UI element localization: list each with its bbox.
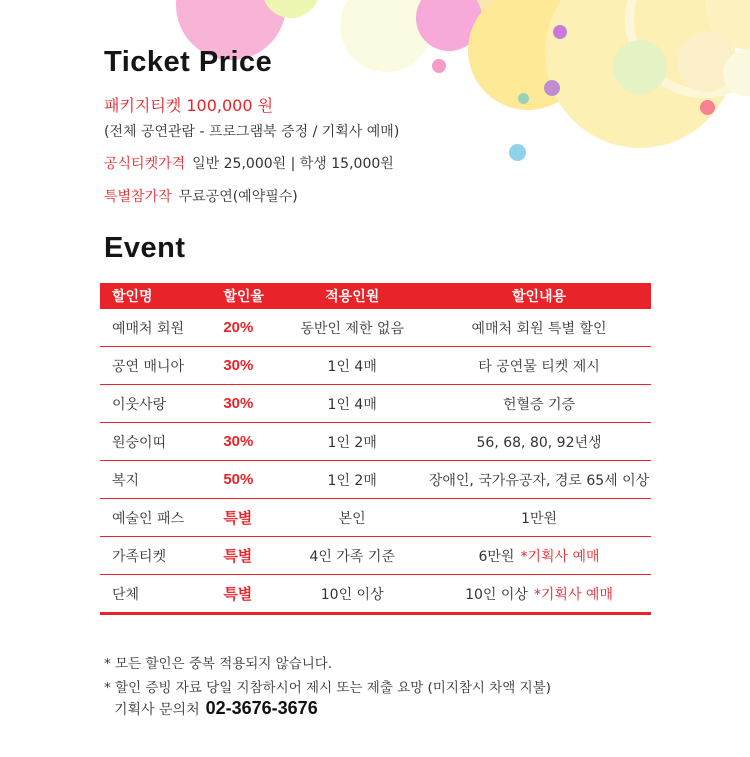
special-entry-label: 특별참가작	[104, 189, 172, 205]
decorative-bubble	[700, 100, 715, 115]
table-row	[100, 461, 651, 499]
column-header-rate: 할인율	[223, 289, 264, 305]
discount-name: 예술인 패스	[100, 499, 217, 537]
discount-rate: 30%	[217, 347, 277, 385]
decorative-bubble	[544, 80, 560, 96]
table-row	[100, 385, 651, 423]
official-ticket-value: 일반 25,000원 | 학생 15,000원	[192, 156, 394, 172]
discount-rate: 20%	[217, 309, 277, 347]
footnote: * 모든 할인은 중복 적용되지 않습니다.	[104, 656, 333, 672]
discount-rate: 50%	[217, 461, 277, 499]
decorative-bubble	[613, 40, 667, 94]
discount-target: 1인 2매	[277, 461, 427, 499]
official-ticket-label: 공식티켓가격	[104, 156, 186, 172]
discount-detail-text: 1만원	[521, 510, 557, 527]
discount-name: 복지	[100, 461, 217, 499]
discount-detail	[427, 347, 651, 385]
special-entry-value: 무료공연(예약필수)	[178, 189, 298, 205]
discount-detail-note: *기획사 예매	[533, 586, 613, 603]
discount-detail-text: 56, 68, 80, 92년생	[476, 434, 602, 451]
table-row	[100, 423, 651, 461]
decorative-bubble	[553, 25, 567, 39]
discount-target: 동반인 제한 없음	[277, 309, 427, 347]
footnote: * 할인 증빙 자료 당일 지참하시어 제시 또는 제출 요망 (미지참시 차액 지불)	[104, 680, 551, 696]
discount-target: 1인 4매	[277, 347, 427, 385]
discount-detail	[427, 423, 651, 461]
discount-target: 4인 가족 기준	[277, 537, 427, 575]
table-row	[100, 499, 651, 537]
event-heading: Event	[104, 232, 186, 264]
discount-detail-text: 6만원	[478, 548, 515, 565]
contact-label: 기획사 문의처	[114, 702, 200, 718]
column-header-detail: 할인내용	[511, 289, 567, 305]
discount-name: 단체	[100, 575, 217, 614]
discount-detail	[427, 461, 651, 499]
table-row	[100, 347, 651, 385]
discount-target: 1인 4매	[277, 385, 427, 423]
special-entry	[104, 186, 298, 206]
discount-target: 10인 이상	[277, 575, 427, 614]
discount-target: 1인 2매	[277, 423, 427, 461]
discount-detail	[427, 385, 651, 423]
discount-target: 본인	[277, 499, 427, 537]
table-row	[100, 575, 651, 614]
table-header-row	[100, 283, 651, 309]
ticket-price-heading: Ticket Price	[104, 46, 273, 78]
discount-rate: 특별	[217, 499, 277, 537]
discount-rate: 30%	[217, 423, 277, 461]
discount-detail	[427, 499, 651, 537]
column-header-target: 적용인원	[325, 289, 380, 305]
contact-phone: 02-3676-3676	[205, 698, 318, 718]
discount-rate: 특별	[217, 537, 277, 575]
discount-name: 이웃사랑	[100, 385, 217, 423]
discount-detail-text: 예매처 회원 특별 할인	[471, 320, 607, 337]
discount-detail	[427, 537, 651, 575]
column-header-name: 할인명	[112, 289, 153, 305]
discount-name: 공연 매니아	[100, 347, 217, 385]
discount-detail-text: 타 공연물 티켓 제시	[478, 358, 600, 375]
footnotes	[104, 652, 551, 700]
discount-name: 가족티켓	[100, 537, 217, 575]
discount-detail-text: 장애인, 국가유공자, 경로 65세 이상	[428, 472, 650, 489]
official-ticket-price	[104, 153, 394, 173]
package-ticket-price: 패키지티켓 100,000 원	[104, 96, 274, 115]
discount-table	[100, 283, 651, 615]
discount-name: 예매처 회원	[100, 309, 217, 347]
discount-name: 원숭이띠	[100, 423, 217, 461]
discount-rate: 특별	[217, 575, 277, 614]
package-ticket-note: (전체 공연관람 - 프로그램북 증정 / 기획사 예매)	[104, 124, 400, 140]
table-row	[100, 309, 651, 347]
discount-detail	[427, 309, 651, 347]
discount-detail	[427, 575, 651, 614]
table-row	[100, 537, 651, 575]
discount-detail-text: 10인 이상	[465, 586, 528, 603]
discount-rate: 30%	[217, 385, 277, 423]
discount-detail-text: 헌혈증 기증	[502, 396, 576, 413]
decorative-bubble	[509, 144, 526, 161]
decorative-bubble	[518, 93, 529, 104]
discount-detail-note: *기획사 예매	[520, 548, 600, 565]
contact-info	[114, 698, 318, 719]
decorative-bubble	[432, 59, 446, 73]
